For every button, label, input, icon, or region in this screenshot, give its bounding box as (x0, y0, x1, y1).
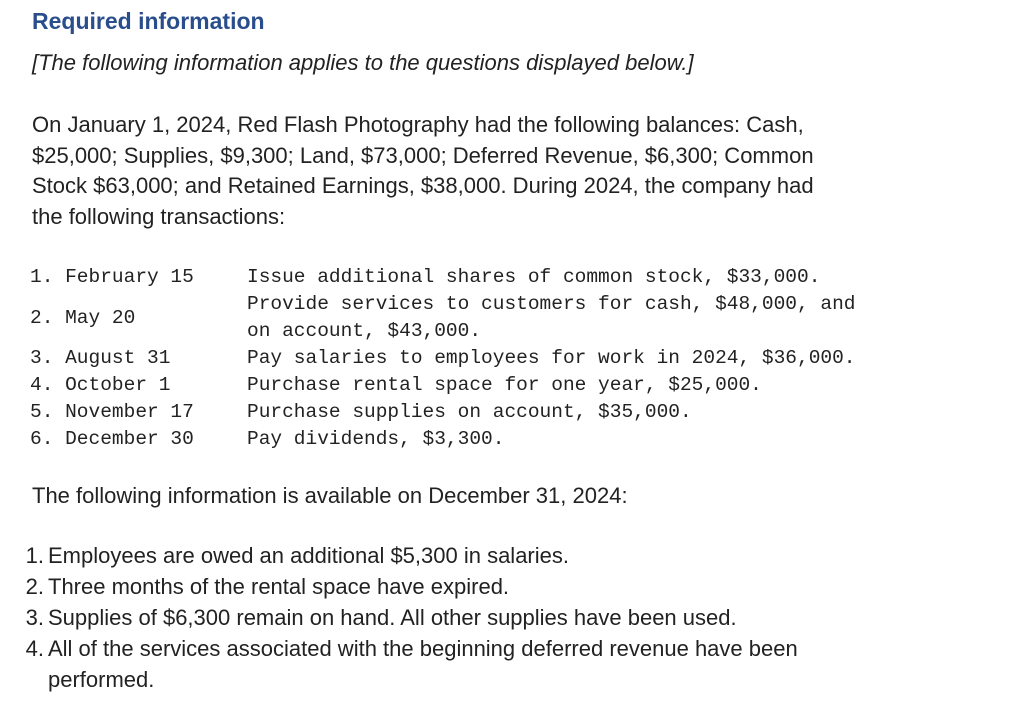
transaction-date: 2. May 20 (30, 306, 136, 329)
list-item-text (48, 571, 798, 602)
transaction-description-line: Pay dividends, $3,300. (247, 428, 505, 450)
transaction-description-line: Issue additional shares of common stock, $33,000. (247, 266, 821, 288)
intro-paragraph (32, 110, 1007, 232)
transaction-description-line: Purchase rental space for one year, $25,000. (247, 374, 762, 396)
transaction-row (30, 372, 856, 399)
list-item-number: 2. (25, 574, 44, 599)
transaction-date: 3. August 31 (30, 347, 171, 369)
year-end-adjustments-list (0, 540, 798, 695)
list-item-line: Three months of the rental space have expired. (48, 574, 510, 599)
transaction-description-line: Provide services to customers for cash, $48,000, and (247, 293, 856, 315)
transaction-description-line: Pay salaries to employees for work in 2024, $36,000. (247, 347, 856, 369)
list-item-number: 1. (25, 543, 44, 568)
list-item (0, 602, 798, 633)
intro-line: On January 1, 2024, Red Flash Photography had the following balances: Cash, (32, 112, 804, 137)
list-item-number: 3. (25, 605, 44, 630)
transaction-date: 6. December 30 (30, 428, 194, 450)
list-item (0, 540, 798, 571)
transaction-description (247, 264, 856, 291)
list-item-number: 4. (25, 636, 44, 661)
list-item-text (48, 602, 798, 633)
required-information-heading: Required information (32, 8, 265, 34)
transaction-row (30, 426, 856, 453)
transactions-table (30, 264, 856, 453)
intro-line: $25,000; Supplies, $9,300; Land, $73,000; Deferred Revenue, $6,300; Common (32, 142, 814, 168)
list-item-text (48, 633, 798, 695)
list-item-line: Supplies of $6,300 remain on hand. All other supplies have been used. (48, 605, 737, 630)
transaction-description (247, 426, 856, 453)
year-end-lead: The following information is available on December 31, 2024: (32, 483, 628, 508)
list-item (0, 571, 798, 602)
transaction-date: 1. February 15 (30, 266, 194, 288)
intro-line: the following transactions: (32, 203, 286, 229)
transaction-description (247, 399, 856, 426)
list-item-text (48, 540, 798, 571)
transaction-description (247, 291, 856, 345)
transaction-date: 5. November 17 (30, 401, 194, 423)
transaction-description-line: on account, $43,000. (247, 320, 482, 342)
list-item-line: performed. (48, 667, 155, 692)
transaction-row (30, 399, 856, 426)
transaction-description (247, 372, 856, 399)
list-item (0, 633, 798, 695)
transaction-row (30, 291, 856, 345)
intro-line: Stock $63,000; and Retained Earnings, $38,000. During 2024, the company had (32, 173, 814, 198)
transaction-description (247, 345, 856, 372)
transaction-date: 4. October 1 (30, 374, 171, 396)
transaction-row (30, 345, 856, 372)
transaction-description-line: Purchase supplies on account, $35,000. (247, 401, 692, 423)
applies-to-note: [The following information applies to the questions displayed below.] (32, 50, 694, 75)
transaction-row (30, 264, 856, 291)
list-item-line: All of the services associated with the beginning deferred revenue have been (48, 636, 798, 661)
list-item-line: Employees are owed an additional $5,300 in salaries. (48, 543, 569, 568)
